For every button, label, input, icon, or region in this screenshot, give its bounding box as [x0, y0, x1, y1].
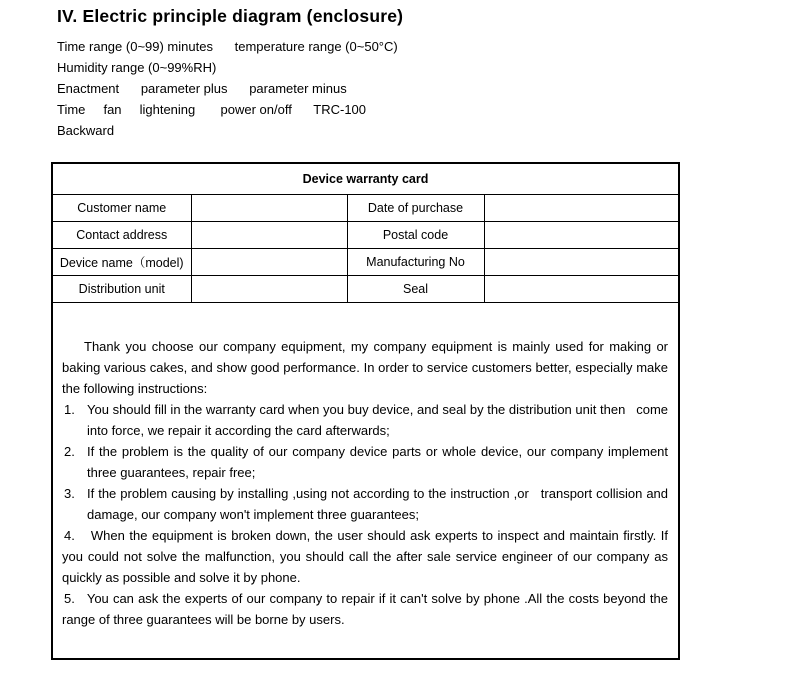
- device-name-value-cell: [191, 248, 347, 275]
- page-title: IV. Electric principle diagram (enclosure): [57, 6, 404, 26]
- note-text: You can ask the experts of our company to repair if it can't solve by phone .All the costs beyond the range of three guarantees will be borne by users.: [62, 590, 672, 627]
- note-number: 4.: [64, 527, 75, 543]
- contact-address-value-cell: [191, 221, 347, 248]
- contact-address-label: Contact address: [52, 221, 191, 248]
- seal-value-cell: [484, 275, 679, 302]
- manufacturing-no-label: Manufacturing No: [347, 248, 484, 275]
- date-of-purchase-label: Date of purchase: [347, 194, 484, 221]
- note-number: 5.: [64, 590, 75, 606]
- note-item-5: [62, 588, 672, 630]
- table-row-device: [52, 248, 679, 275]
- note-item-4: [62, 525, 672, 588]
- spec-line-backward: Backward: [57, 123, 115, 138]
- seal-label: Seal: [347, 275, 484, 302]
- note-item-2: [62, 441, 672, 483]
- table-row-contact: [52, 221, 679, 248]
- distribution-unit-value-cell: [191, 275, 347, 302]
- warranty-card-table: [51, 162, 680, 660]
- notes-row: [52, 302, 679, 659]
- note-number: 2.: [64, 443, 75, 459]
- spec-block: [57, 36, 398, 141]
- customer-name-label: Customer name: [52, 194, 191, 221]
- note-number: 3.: [64, 485, 75, 501]
- note-text: If the problem causing by installing ,using not according to the instruction ,or transport collision and damage, our company won't implement three guarantees;: [87, 485, 672, 522]
- spec-line-enactment: Enactment parameter plus parameter minus: [57, 81, 347, 96]
- note-text: You should fill in the warranty card when you buy device, and seal by the distribution unit then come into force, we repair it according the card afterwards;: [87, 401, 672, 438]
- manufacturing-no-value-cell: [484, 248, 679, 275]
- postal-code-value-cell: [484, 221, 679, 248]
- spec-line-humidity-range: Humidity range (0~99%RH): [57, 60, 217, 75]
- note-number: 1.: [64, 401, 75, 417]
- notes-cell: [52, 302, 679, 659]
- spec-line-time-temp-range: Time range (0~99) minutes temperature range (0~50°C): [57, 39, 398, 54]
- note-item-1: [62, 399, 672, 441]
- note-item-3: [62, 483, 672, 525]
- distribution-unit-label: Distribution unit: [52, 275, 191, 302]
- postal-code-label: Postal code: [347, 221, 484, 248]
- device-name-label: Device name（model): [52, 248, 191, 275]
- date-of-purchase-value-cell: [484, 194, 679, 221]
- table-row-distribution: [52, 275, 679, 302]
- spec-line-controls: Time fan lightening power on/off TRC-100: [57, 102, 367, 117]
- note-text: If the problem is the quality of our company device parts or whole device, our company implement three guarantees, repair free;: [87, 443, 672, 480]
- card-title: Device warranty card: [52, 163, 679, 194]
- customer-name-value-cell: [191, 194, 347, 221]
- notes-intro: Thank you choose our company equipment, my company equipment is mainly used for making or baking various cakes, and show good performance. In order to service customers better, especially make the following instructions:: [62, 338, 672, 396]
- table-row-customer: [52, 194, 679, 221]
- note-text: When the equipment is broken down, the user should ask experts to inspect and maintain firstly. If you could not solve the malfunction, you should call the after sale service engineer of our company as quickly as possible and solve it by phone.: [62, 527, 672, 585]
- card-title-row: [52, 163, 679, 194]
